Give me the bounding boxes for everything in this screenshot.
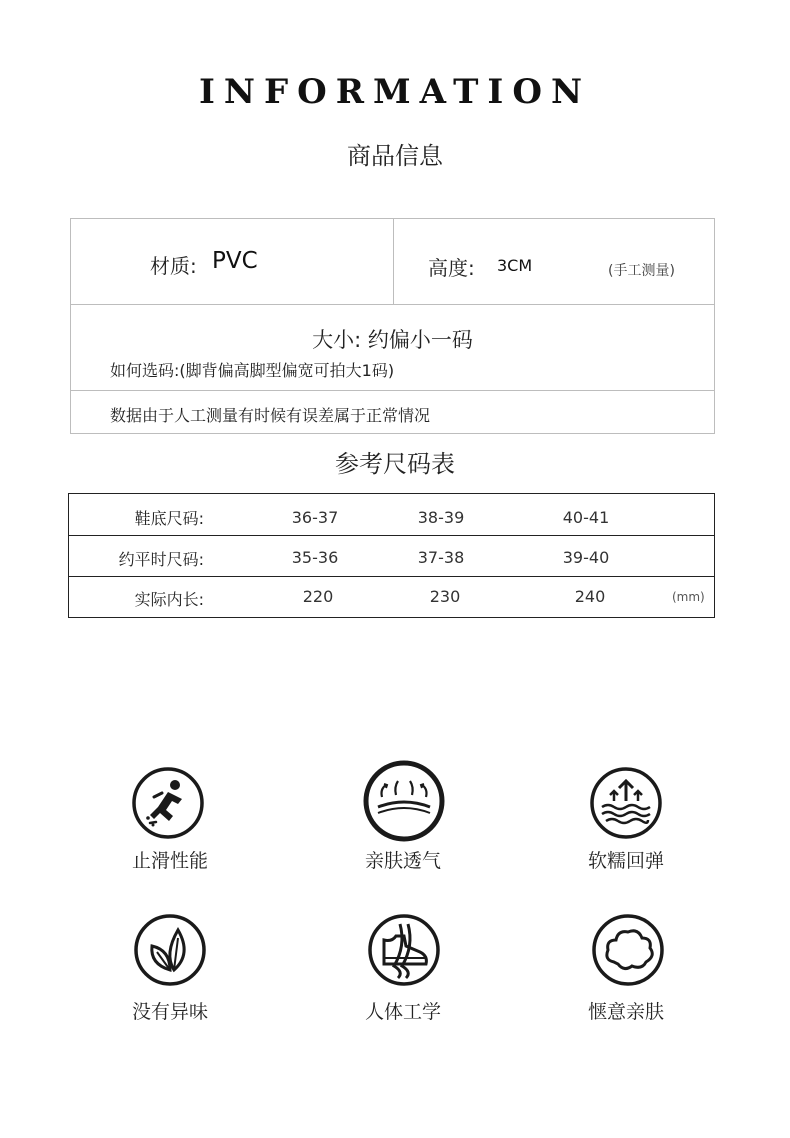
ergonomic-shoe-icon (364, 910, 444, 990)
size-chart-title: 参考尺码表 (335, 450, 455, 478)
table-cell: 220 (302, 587, 334, 606)
table-cell: 37-38 (417, 548, 465, 567)
how-to-choose-text: 如何选码:(脚背偏高脚型偏宽可拍大1码) (110, 361, 395, 380)
info-divider-vertical (393, 218, 394, 304)
table-cell: 230 (429, 587, 461, 606)
height-note: (手工测量) (608, 263, 675, 279)
feature-label: 亲肤透气 (364, 850, 441, 872)
row-label-inner-length: 实际内长: (134, 590, 204, 609)
disclaimer-text: 数据由于人工测量有时候有误差属于正常情况 (110, 406, 431, 425)
feature-label: 人体工学 (364, 1001, 441, 1023)
title-en: INFORMATION (198, 72, 592, 112)
height-value: 3CM (497, 256, 533, 275)
leaf-icon (130, 910, 210, 990)
feature-label: 惬意亲肤 (587, 1001, 664, 1023)
table-cell: 40-41 (562, 508, 610, 527)
feature-label: 软糯回弹 (587, 850, 664, 872)
table-cell: 240 (574, 587, 606, 606)
size-table-divider-2 (68, 576, 715, 577)
breathable-icon (360, 757, 448, 845)
feature-label: 止滑性能 (131, 850, 208, 872)
row-label-usual-size: 约平时尺码: (118, 550, 204, 569)
feature-label: 没有异味 (131, 1001, 208, 1023)
table-cell: 36-37 (291, 508, 339, 527)
rebound-icon (586, 763, 666, 843)
material-value: PVC (212, 248, 258, 274)
info-divider-2 (70, 390, 715, 391)
unit-label: (mm) (672, 590, 705, 604)
size-fit-text: 大小: 约偏小一码 (312, 328, 473, 352)
size-table-divider-1 (68, 535, 715, 536)
material-label: 材质: (150, 254, 197, 278)
height-label: 高度: (428, 256, 475, 280)
table-cell: 38-39 (417, 508, 465, 527)
table-cell: 35-36 (291, 548, 339, 567)
anti-slip-icon (128, 763, 208, 843)
row-label-sole-size: 鞋底尺码: (134, 509, 204, 528)
title-cn: 商品信息 (347, 142, 443, 170)
cloud-icon (588, 910, 668, 990)
table-cell: 39-40 (562, 548, 610, 567)
info-divider-1 (70, 304, 715, 305)
